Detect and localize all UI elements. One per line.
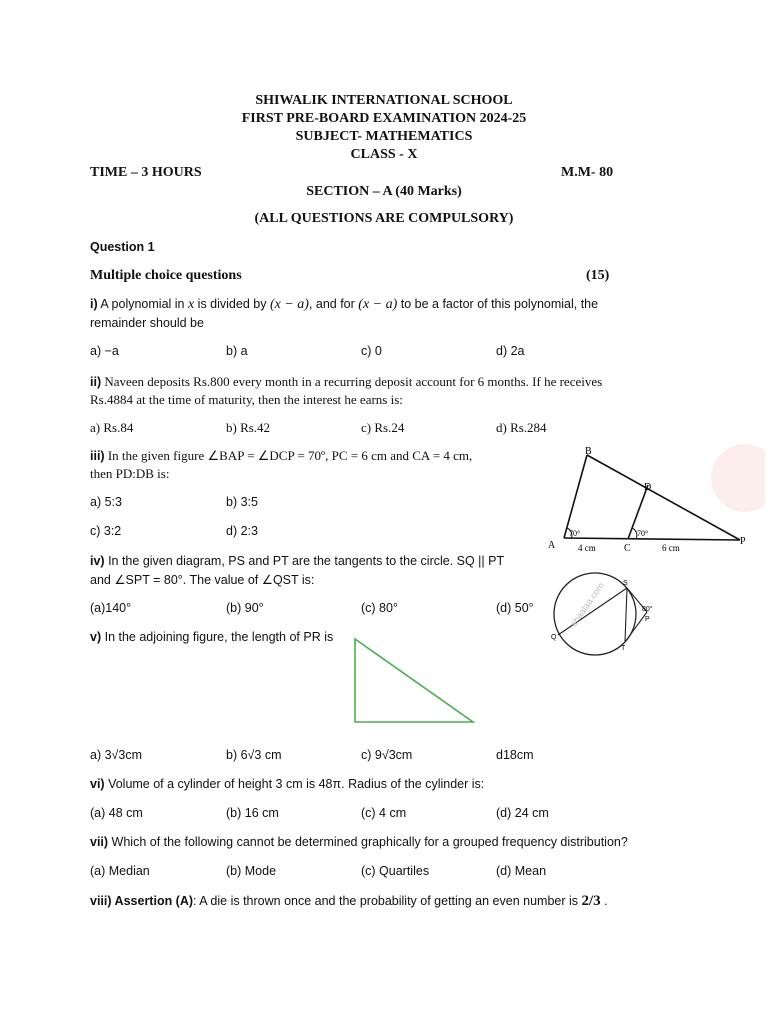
option-a: (a)140° xyxy=(90,601,132,615)
triangle-figure xyxy=(540,440,765,560)
question-number: iii) xyxy=(90,449,105,463)
time-label: TIME – 3 HOURS xyxy=(90,165,202,180)
option-d: (d) Mean xyxy=(496,864,547,878)
assertion-label: Assertion (A) xyxy=(111,894,194,908)
right-triangle-figure xyxy=(350,635,480,727)
question-label: Question 1 xyxy=(90,240,155,254)
question-ii-line1: ii) Naveen deposits Rs.800 every month in a recurring deposit account for 6 months. If he receives xyxy=(90,374,603,389)
option-d: (d) 50° xyxy=(496,601,534,615)
right-triangle xyxy=(355,639,473,722)
subject-title: SUBJECT- MATHEMATICS xyxy=(295,129,473,144)
label-b: B xyxy=(585,446,592,457)
option-c: (c) 80° xyxy=(361,601,398,615)
exam-title: FIRST PRE-BOARD EXAMINATION 2024-25 xyxy=(241,111,527,126)
question-number: vi) xyxy=(90,777,105,791)
compulsory-note: (ALL QUESTIONS ARE COMPULSORY) xyxy=(254,211,514,226)
max-marks-label: M.M- 80 xyxy=(561,165,614,180)
option-b: b) 3:5 xyxy=(226,495,258,509)
question-number: ii) xyxy=(90,375,102,389)
option-a: (a) 48 cm xyxy=(90,806,143,820)
option-c: c) 9√3cm xyxy=(361,748,413,762)
angle-p-label: 80° xyxy=(642,606,653,613)
question-vi-line: vi) Volume of a cylinder of height 3 cm is 48π. Radius of the cylinder is: xyxy=(90,777,485,791)
label-p: P xyxy=(740,536,746,547)
option-c: c) Rs.24 xyxy=(361,420,405,435)
side-ab xyxy=(564,455,587,538)
option-d: (d) 24 cm xyxy=(496,806,549,820)
option-b: (b) 90° xyxy=(226,601,264,615)
circle-tangent-figure xyxy=(545,565,665,665)
question-iii-line1: iii) In the given figure ∠BAP = ∠DCP = 70º, PC = 6 cm and CA = 4 cm, xyxy=(90,448,473,463)
label-d: D xyxy=(644,482,652,493)
option-d: d18cm xyxy=(496,748,534,762)
option-d: d) Rs.284 xyxy=(496,420,547,435)
label-c: C xyxy=(624,543,631,554)
option-a: (a) Median xyxy=(90,864,150,878)
question-title: Multiple choice questions xyxy=(90,268,242,283)
chord-st xyxy=(625,588,627,642)
question-ii-line2: Rs.4884 at the time of maturity, then the interest he earns is: xyxy=(90,392,403,407)
question-i-line1: i) A polynomial in x is divided by (x − a), and for (x − a) to be a factor of this polynomial, the xyxy=(90,297,599,312)
length-cp: 6 cm xyxy=(662,543,680,553)
question-iii-line2: then PD:DB is: xyxy=(90,466,170,481)
school-name: SHIWALIK INTERNATIONAL SCHOOL xyxy=(255,93,513,108)
question-i-line2: remainder should be xyxy=(90,316,204,330)
question-v-line: v) In the adjoining figure, the length of PR is xyxy=(90,630,334,644)
label-q: Q xyxy=(551,634,557,641)
option-a: a) −a xyxy=(90,344,119,358)
question-viii-line: viii) Assertion (A): A die is thrown once and the probability of getting an even number is 2/3 . xyxy=(90,893,608,909)
length-ac: 4 cm xyxy=(578,543,596,553)
option-a: a) 5:3 xyxy=(90,495,122,509)
question-number: vii) xyxy=(90,835,109,849)
watermark-blob xyxy=(711,444,765,512)
option-b: b) 6√3 cm xyxy=(226,748,282,762)
question-number: viii) xyxy=(90,894,112,908)
option-b: b) Rs.42 xyxy=(226,420,271,435)
probability-fraction: 2/3 xyxy=(581,893,601,909)
option-c: c) 3:2 xyxy=(90,524,122,538)
label-a: A xyxy=(548,540,556,551)
option-c: (c) 4 cm xyxy=(361,806,407,820)
option-d: d) 2a xyxy=(496,344,525,358)
question-number: i) xyxy=(90,297,98,311)
class-title: CLASS - X xyxy=(350,147,418,162)
option-c: (c) Quartiles xyxy=(361,864,430,878)
option-b: (b) Mode xyxy=(226,864,277,878)
option-d: d) 2:3 xyxy=(226,524,258,538)
watermark-text: shaalaa.com xyxy=(568,580,606,629)
label-t: T xyxy=(621,645,626,652)
section-title: SECTION – A (40 Marks) xyxy=(306,184,462,199)
label-s: S xyxy=(623,580,628,587)
angle-c-label: 70° xyxy=(637,529,649,538)
side-ap xyxy=(564,538,740,540)
option-b: b) a xyxy=(226,344,248,358)
angle-a-label: 70° xyxy=(569,529,581,538)
option-a: a) Rs.84 xyxy=(90,420,134,435)
option-c: c) 0 xyxy=(361,344,382,358)
label-p: P xyxy=(645,616,650,623)
option-b: (b) 16 cm xyxy=(226,806,279,820)
question-iv-line2: and ∠SPT = 80°. The value of ∠QST is: xyxy=(90,573,315,587)
question-marks: (15) xyxy=(586,268,610,283)
question-number: v) xyxy=(90,630,102,644)
question-vii-line: vii) Which of the following cannot be determined graphically for a grouped frequency distribution? xyxy=(90,835,628,849)
question-number: iv) xyxy=(90,554,105,568)
option-a: a) 3√3cm xyxy=(90,748,143,762)
question-iv-line1: iv) In the given diagram, PS and PT are the tangents to the circle. SQ || PT xyxy=(90,554,505,568)
